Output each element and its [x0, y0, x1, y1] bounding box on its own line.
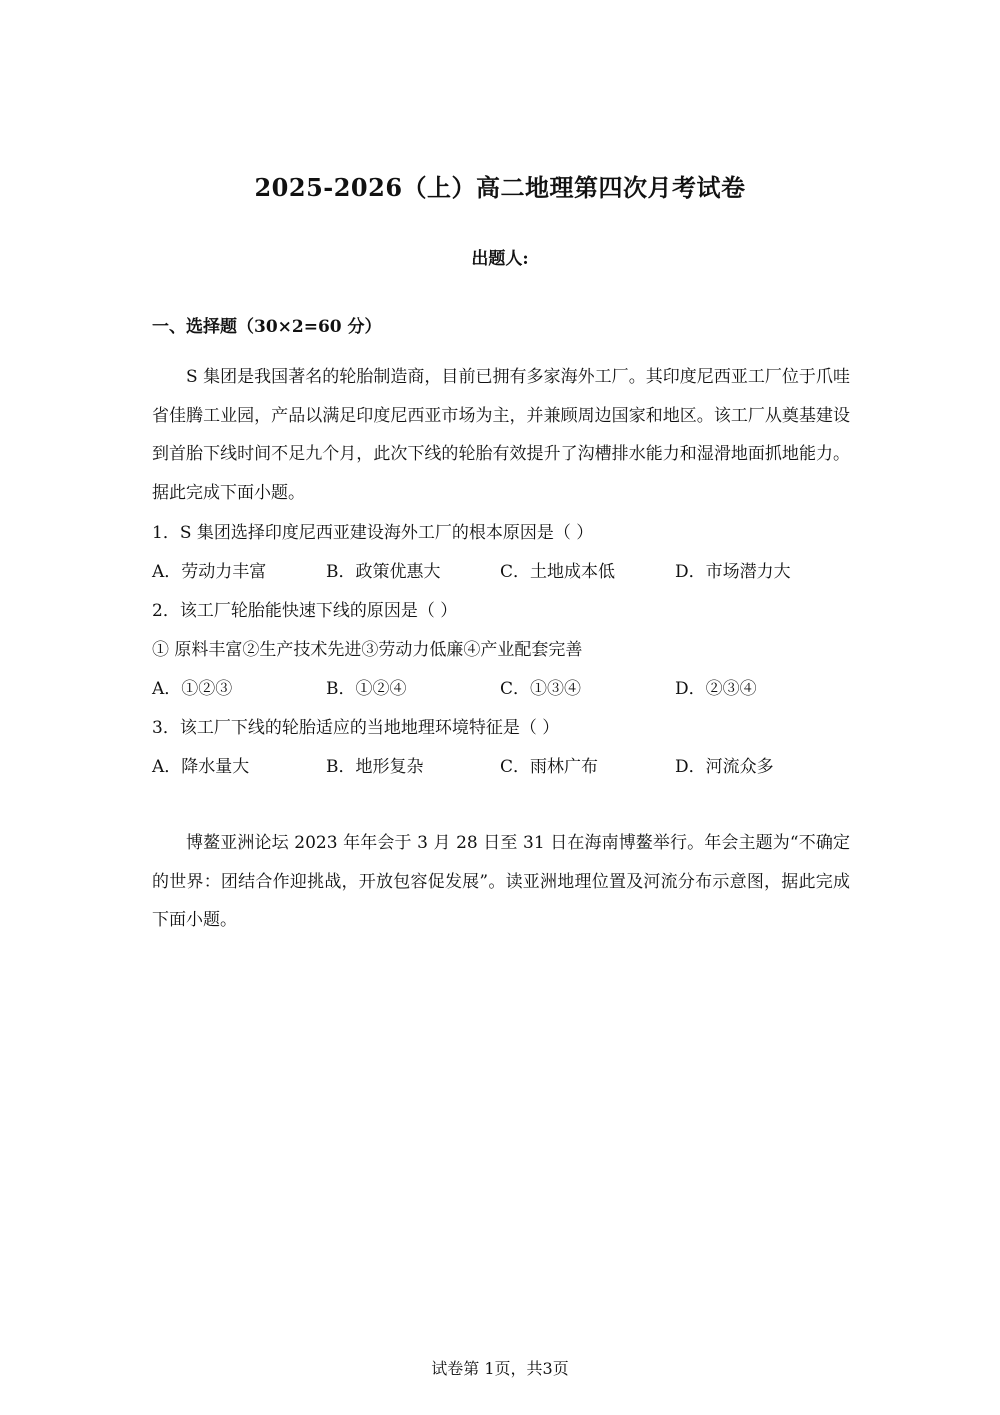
question-2-stem: 2．该工厂轮胎能快速下线的原因是（ ）	[152, 601, 458, 621]
question-2-option-d: D．②③④	[675, 679, 757, 699]
question-3-option-d: D．河流众多	[675, 757, 774, 777]
section-heading-multiple-choice: 一、选择题（30×2=60 分）	[152, 317, 382, 337]
question-2-statements: ① 原料丰富②生产技术先进③劳动力低廉④产业配套完善	[152, 640, 583, 660]
question-3-stem: 3．该工厂下线的轮胎适应的当地地理环境特征是（ ）	[152, 718, 560, 738]
question-2-option-a: A．①②③	[152, 679, 233, 699]
page-footer: 试卷第 1页，共3页	[431, 1359, 569, 1378]
question-3-option-a: A．降水量大	[152, 757, 250, 777]
question-1-option-a: A．劳动力丰富	[152, 562, 267, 582]
question-1-option-b: B．政策优惠大	[326, 562, 441, 582]
question-1-option-d: D．市场潜力大	[675, 562, 791, 582]
question-3-option-c: C．雨林广布	[500, 757, 599, 777]
question-1-option-c: C．土地成本低	[500, 562, 616, 582]
question-3-option-b: B．地形复杂	[326, 757, 424, 777]
passage-boao-forum: 博鳌亚洲论坛 2023 年年会于 3 月 28 日至 31 日在海南博鳌举行。年会主题为“不确定的世界：团结合作迎挑战，开放包容促发展”。读亚洲地理位置及河流分布示意图，据此完成下面小题。	[152, 833, 850, 930]
question-2-option-b: B．①②④	[326, 679, 407, 699]
exam-title: 2025-2026（上）高二地理第四次月考试卷	[254, 173, 746, 202]
passage-tire-factory: S 集团是我国著名的轮胎制造商，目前已拥有多家海外工厂。其印度尼西亚工厂位于爪哇省佳腾工业园，产品以满足印度尼西亚市场为主，并兼顾周边国家和地区。该工厂从奠基建设到首胎下线时间不足九个月，此次下线的轮胎有效提升了沟槽排水能力和湿滑地面抓地能力。据此完成下面小题。	[152, 367, 850, 503]
question-1-stem: 1．S 集团选择印度尼西亚建设海外工厂的根本原因是（ ）	[152, 523, 594, 543]
author-label: 出题人:	[471, 249, 529, 269]
question-2-option-c: C．①③④	[500, 679, 582, 699]
